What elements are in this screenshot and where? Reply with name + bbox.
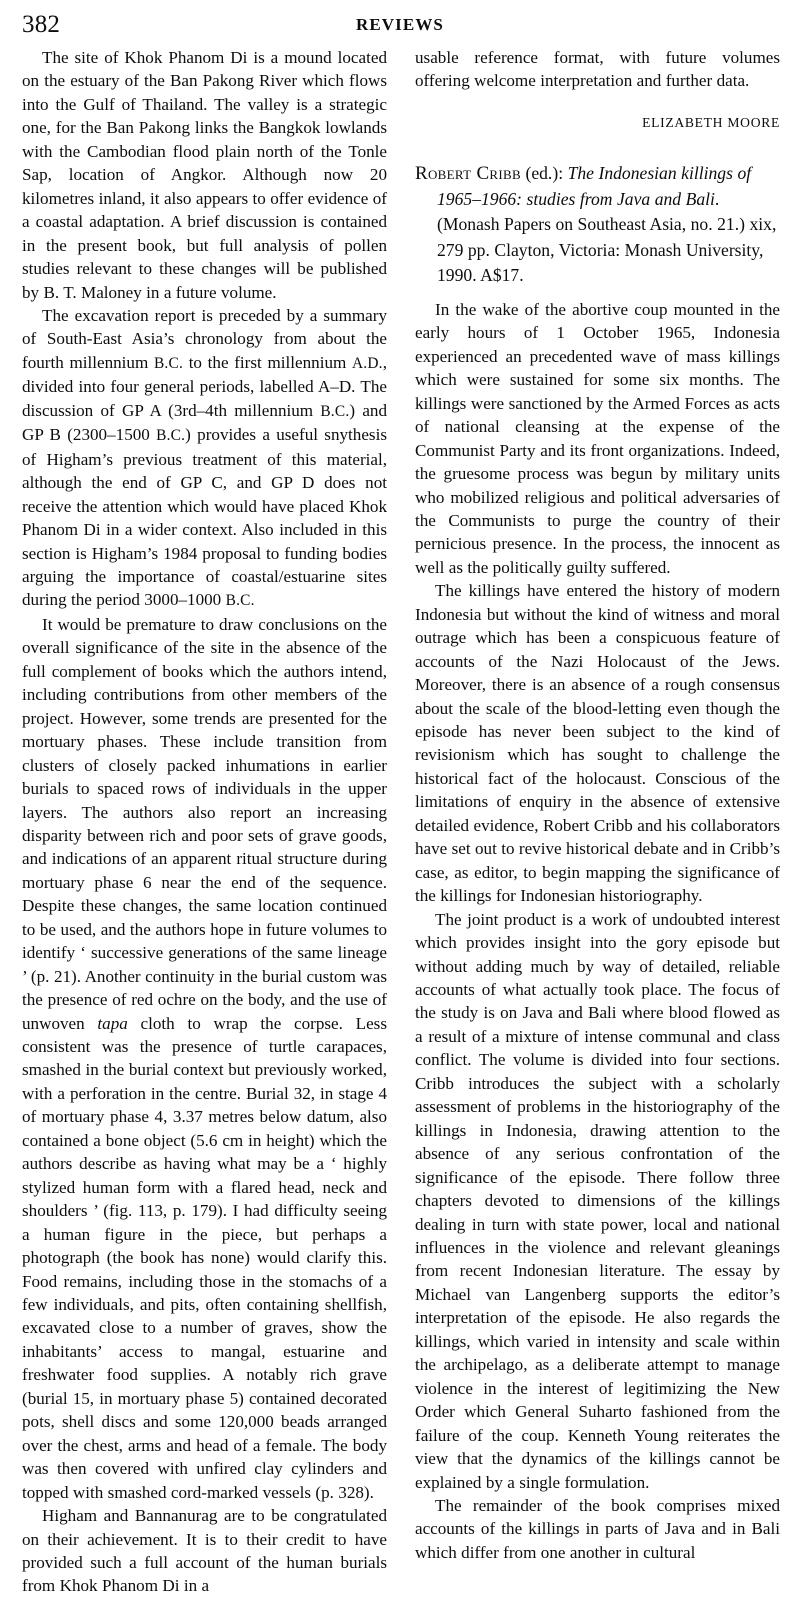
paragraph [22,304,387,613]
paragraph: In the wake of the abortive coup mounted in the early hours of 1 October 1965, Indonesia experienced an precedented wave of mass killings which were sustained for some six months. The killings were sanctioned by the Armed Forces as acts of national cleansing at the expense of the Communist Party and its front organizations. Indeed, the gruesome process was begun by military units who mobilized religious and political adversaries of the Communists to purge the country of their pernicious presence. In the process, the innocent as well as the politically guilty suffered. [415,299,780,577]
text-run: ) and GP B (2300–1500 [22,400,387,445]
two-column-body [22,46,780,1598]
era-abbrev-bc: B.C. [320,402,350,420]
text-run: ) provides a useful snythesis of Higham’s previous treatment of this material, although the end of GP C, and GP D does not receive the attention which would have placed Khok Phanom Di in a wider context. Also included in this section is Higham’s 1984 proposal to funding bodies arguing the importance of coastal/estuarine sites during the period 3000–1000 [22,425,387,610]
left-column [22,46,387,1598]
paragraph: The remainder of the book comprises mixed accounts of the killings in parts of Java and in Bali which differ from one another in cultural [415,1495,780,1562]
era-abbrev-bc: B.C. [156,427,186,445]
italic-term: tapa [97,1013,128,1033]
paragraph: The killings have entered the history of modern Indonesia but without the kind of witness and moral outrage which has been a conspicuous feature of accounts of the Nazi Holocaust of the Jews. Moreover, there is an absence of a rough consensus about the scale of the blood-letting even though the episode has never been subject to the kind of revisionism which has sought to challenge the historical fact of the holocaust. Conscious of the limitations of enquiry in the absence of extensive detailed evidence, Robert Cribb and his collaborators have set out to revive historical debate and in Cribb’s case, as editor, to begin mapping the significance of the killings for Indonesian historiography. [415,581,780,906]
text-run: It would be premature to draw conclusions on the overall significance of the site in the absence of the full complement of books which the authors intend, including contributions from other members of the project. However, some trends are presented for the mortuary phases. These include transition from clusters of closely packed inhumations in earlier burials to spaced rows of individuals in the upper layers. The authors also report an increasing disparity between rich and poor sets of grave goods, and indications of an apparent ritual structure during mortuary phase 6 near the end of the sequence. Despite these changes, the same location continued to be used, and the authors hope in future volumes to identify ‘ successive generations of the same lineage ’ (p. 21). Another continuity in the burial custom was the presence of red ochre on the body, and the use of unwoven [22,614,387,1033]
paragraph [22,613,387,1504]
review-heading [415,161,780,289]
paragraph: The site of Khok Phanom Di is a mound located on the estuary of the Ban Pakong River which flows into the Gulf of Thailand. The valley is a strategic one, for the Ban Pakong links the Bangkok lowlands with the Cambodian flood plain north of the Tonle Sap, location of Angkor. Although now 20 kilometres inland, it also appears to offer evidence of a coastal adaptation. A brief discussion is contained in the present book, but full analysis of pollen studies relevant to these changes will be published by B. T. Maloney in a future volume. [22,48,387,302]
paragraph: Higham and Bannanurag are to be congratulated on their achievement. It is to their credit to have provided such a full account of the human burials from Khok Phanom Di in a [22,1506,387,1596]
paragraph: The joint product is a work of undoubted interest which provides insight into the gory episode but without adding much by way of detailed, reliable accounts of what actually took place. The focus of the study is on Java and Bali where blood flowed as a result of a mixture of intense communal and class conflict. The volume is divided into four sections. Cribb introduces the subject with a scholarly assessment of problems in the historiography of the killings in Indonesia, drawing attention to the absence of any serious confrontation of the significance of the episode. There follow three chapters devoted to dimensions of the killings dealing in turn with state power, local and national influences in the violence and relevant gleanings from recent Indonesian literature. The essay by Michael van Langenberg supports the editor’s interpretation of the episode. He also regards the killings, which varied in intensity and scale within the archipelago, as a deliberate attempt to manage violence in the interest of legitimizing the New Order which General Suharto fashioned from the failure of the coup. Kenneth Young reiterates the view that the dynamics of the killings cannot be explained by a single formulation. [415,909,780,1492]
running-head-title: REVIEWS [355,15,444,34]
running-head [22,10,778,40]
review-imprint: . (Monash Papers on Southeast Asia, no. 21.) xix, 279 pp. Clayton, Victoria: Monash University, 1990. A$17. [437,188,777,286]
review-book-title: The Indonesian killings of 1965–1966: studies from Java and Bali [437,162,752,209]
reviewer-byline: ELIZABETH MOORE [642,114,780,130]
era-abbrev-bc: B.C. [153,354,183,372]
text-run: (ed.): [520,162,568,183]
text-run: to the first millennium [183,352,352,372]
text-run: The excavation report is preceded by a summary of South-East Asia’s chronology from about the fourth millennium [22,305,387,372]
right-column [415,46,780,1598]
era-abbrev-bc: B.C. [225,592,255,610]
page-number: 382 [22,11,61,38]
review-author: Robert Cribb [415,162,521,184]
paragraph: usable reference format, with future volumes offering welcome interpretation and further data. [415,48,780,91]
text-run: , divided into four general periods, labelled A–D. The discussion of GP A (3rd–4th millennium [22,352,387,420]
era-abbrev-ad: A.D. [351,354,383,372]
text-run: cloth to wrap the corpse. Less consistent was the presence of turtle carapaces, smashed in the burial context but previously worked, with a perforation in the centre. Burial 32, in stage 4 of mortuary phase 4, 3.37 metres below datum, also contained a bone object (5.6 cm in height) which the authors describe as having what may be a ‘ highly stylized human form with a flared head, neck and shoulders ’ (fig. 113, p. 179). I had difficulty seeing a human figure in the piece, but perhaps a photograph (the book has none) would clarify this. Food remains, including those in the stomachs of a few individuals, and pits, often containing shellfish, excavated close to a number of graves, show the inhabitants’ access to mangal, estuarine and freshwater food supplies. A notably rich grave (burial 15, in mortuary phase 5) contained decorated pots, shell discs and some 120,000 beads arranged over the chest, arms and head of a female. The body was then covered with unfired clay cylinders and topped with smashed cord-marked vessels (p. 328). [22,1013,387,1502]
